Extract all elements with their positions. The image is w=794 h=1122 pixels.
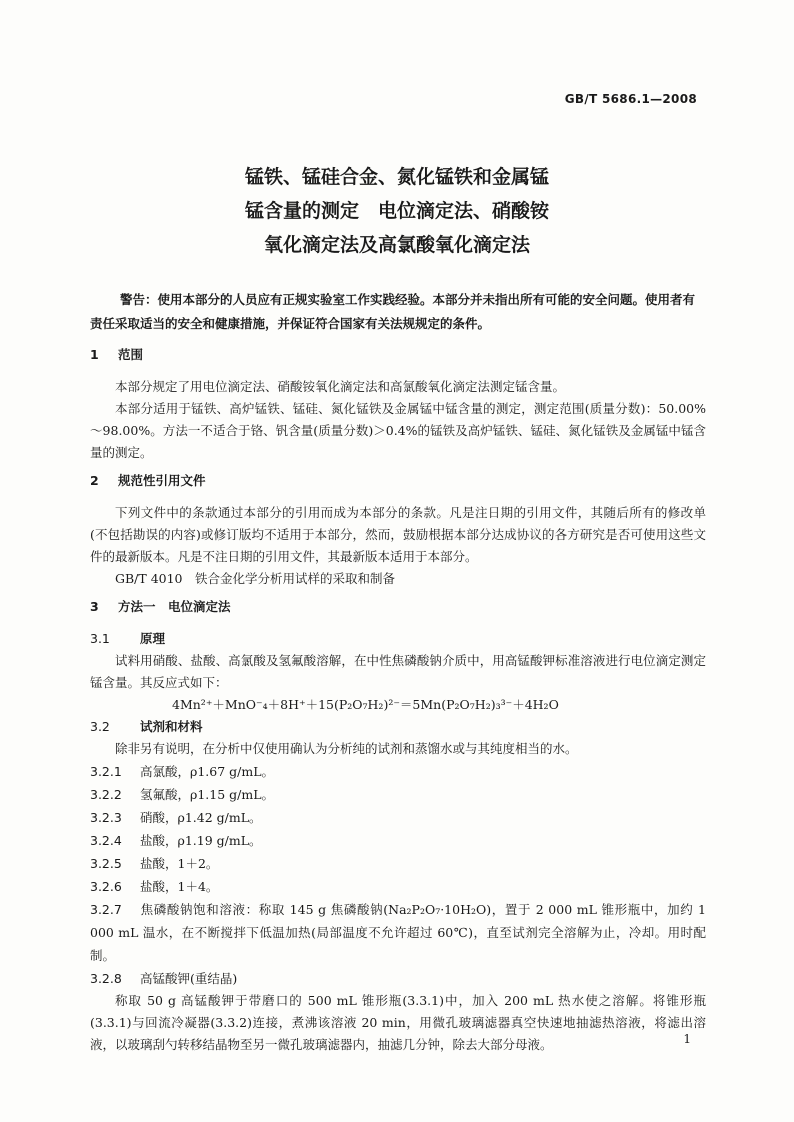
reagent-list [90, 760, 706, 898]
item-number: 3.2.5 [90, 856, 122, 871]
title-line-3: 氧化滴定法及高氯酸氧化滴定法 [263, 234, 530, 256]
section-3 [90, 596, 706, 1056]
paragraph: 除非另有说明，在分析中仅使用确认为分析纯的试剂和蒸馏水或与其纯度相当的水。 [115, 741, 578, 756]
section-1 [90, 344, 706, 464]
paragraph: 称取 50 g 高锰酸钾于带磨口的 500 mL 锥形瓶(3.3.1)中，加入 200 mL 热水使之溶解。将锥形瓶(3.3.1)与回流冷凝器(3.3.2)连接，煮沸该溶液 20 min，用微孔玻璃滤器真空快速地抽滤热溶液，将滤出溶液，以玻璃刮勺转移结晶物至另一微孔玻璃滤器内，抽滤几分钟，除去大部分母液。 [90, 993, 706, 1052]
subsection-heading [90, 628, 706, 650]
standard-code: GB/T 5686.1—2008 [564, 92, 697, 106]
paragraph: 本部分适用于锰铁、高炉锰铁、锰硅、氮化锰铁及金属锰中锰含量的测定，测定范围(质量分数)：50.00%～98.00%。方法一不适合于铬、钒含量(质量分数)＞0.4%的锰铁及高炉锰铁、锰硅、氮化锰铁及金属锰中锰含量的测定。 [90, 401, 706, 460]
section-title: 方法一 电位滴定法 [118, 599, 231, 614]
paragraph: 试料用硝酸、盐酸、高氯酸及氢氟酸溶解，在中性焦磷酸钠介质中，用高锰酸钾标准溶液进行电位滴定测定锰含量。其反应式如下： [90, 653, 706, 690]
item-text: 硝酸，ρ1.42 g/mL。 [140, 810, 262, 825]
item-number: 3.2.3 [90, 810, 122, 825]
reagent-item [90, 852, 706, 875]
section-heading [90, 470, 706, 492]
warning-text: 警告：使用本部分的人员应有正规实验室工作实践经验。本部分并未指出所有可能的安全问题。使用者有责任采取适当的安全和健康措施，并保证符合国家有关法规规定的条件。 [90, 292, 696, 331]
item-text: 高氯酸，ρ1.67 g/mL。 [140, 764, 275, 779]
section-title: 规范性引用文件 [118, 473, 206, 488]
reagent-item [90, 875, 706, 898]
item-number: 3.2.8 [90, 971, 122, 986]
item-number: 3.2.4 [90, 833, 122, 848]
item-text: 盐酸，1＋4。 [140, 879, 219, 894]
warning-block [90, 288, 706, 336]
subsection-title: 试剂和材料 [140, 719, 203, 734]
title-line-1: 锰铁、锰硅合金、氮化锰铁和金属锰 [244, 166, 549, 188]
section-heading [90, 596, 706, 618]
section-number: 1 [90, 347, 99, 362]
item-text: 盐酸，1＋2。 [140, 856, 219, 871]
section-number: 3 [90, 599, 99, 614]
item-text: 盐酸，ρ1.19 g/mL。 [140, 833, 262, 848]
normative-reference: GB/T 4010 铁合金化学分析用试样的采取和制备 [115, 571, 396, 586]
item-number: 3.2.7 [90, 902, 122, 917]
reaction-formula: 4Mn²⁺＋MnO⁻₄＋8H⁺＋15(P₂O₇H₂)²⁻＝5Mn(P₂O₇H₂)₃³⁻＋4H₂O [172, 697, 559, 712]
reagent-item [90, 967, 706, 990]
paragraph: 本部分规定了用电位滴定法、硝酸铵氧化滴定法和高氯酸氧化滴定法测定锰含量。 [115, 379, 566, 394]
subsection-number: 3.1 [90, 631, 110, 646]
reagent-item [90, 760, 706, 783]
subsection-heading [90, 716, 706, 738]
item-number: 3.2.2 [90, 787, 122, 802]
reagent-item [90, 829, 706, 852]
document-title [0, 160, 794, 262]
reagent-item [90, 806, 706, 829]
item-title: 高锰酸钾(重结晶) [140, 971, 238, 986]
title-line-2: 锰含量的测定 电位滴定法、硝酸铵 [244, 200, 549, 222]
page-number: 1 [683, 1032, 691, 1046]
paragraph: 下列文件中的条款通过本部分的引用而成为本部分的条款。凡是注日期的引用文件，其随后所有的修改单(不包括勘误的内容)或修订版均不适用于本部分，然而，鼓励根据本部分达成协议的各方研究是否可使用这些文件的最新版本。凡是不注日期的引用文件，其最新版本适用于本部分。 [90, 505, 706, 564]
item-text: 焦磷酸钠饱和溶液：称取 145 g 焦磷酸钠(Na₂P₂O₇·10H₂O)，置于 2 000 mL 锥形瓶中，加约 1 000 mL 温水，在不断搅拌下低温加热(局部温度不允许超过 60℃)，直至试剂完全溶解为止，冷却。用时配制。 [90, 902, 706, 963]
item-number: 3.2.1 [90, 764, 122, 779]
section-heading [90, 344, 706, 366]
item-text: 氢氟酸，ρ1.15 g/mL。 [140, 787, 275, 802]
reagent-item [90, 898, 706, 967]
subsection-title: 原理 [140, 631, 166, 646]
section-2 [90, 470, 706, 590]
section-title: 范围 [118, 347, 144, 362]
item-number: 3.2.6 [90, 879, 122, 894]
reagent-item [90, 783, 706, 806]
subsection-number: 3.2 [90, 719, 110, 734]
section-number: 2 [90, 473, 99, 488]
